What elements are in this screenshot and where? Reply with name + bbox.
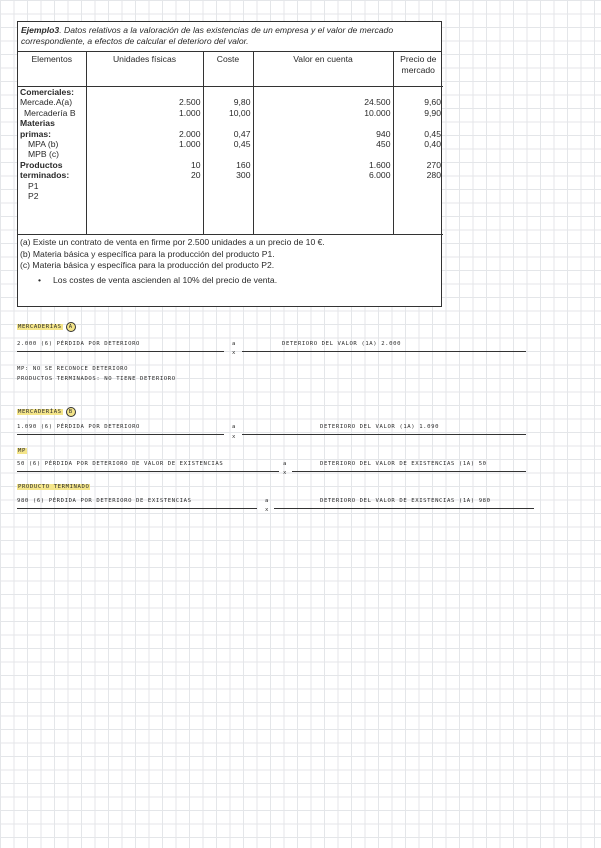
coste-cell xyxy=(206,87,251,97)
heading-producto-terminado xyxy=(17,484,90,490)
coste-cell: 0,45 xyxy=(233,138,251,149)
unidades-cell xyxy=(89,191,201,201)
entry2-a: a xyxy=(232,424,236,430)
precio-cell xyxy=(396,191,442,201)
valor-cell: 24.500 xyxy=(364,97,391,108)
valor-cell xyxy=(256,87,391,97)
note-mp: MP: NO SE RECONOCE DETERIORO xyxy=(17,366,129,372)
entry2-debit: 1.090 (6) PÉRDIDA POR DETERIORO xyxy=(17,424,140,430)
entry3-debit-line xyxy=(17,471,279,472)
entry1-credit-line xyxy=(242,351,526,352)
title-text: . Datos relativos a la valoración de las existencias de un empresa y el valor de mercado correspondiente, a efectos de calcular el deterioro del valor. xyxy=(21,25,394,46)
unidades-cell: 20 xyxy=(190,170,201,181)
entry1-debit-line xyxy=(17,351,224,352)
header-cell: Coste xyxy=(203,52,253,87)
elemento-cell: Comerciales: xyxy=(20,87,74,97)
precio-cell: 280 xyxy=(426,170,441,181)
entry2-credit: DETERIORO DEL VALOR (1A) 1.090 xyxy=(320,424,440,430)
coste-cell xyxy=(206,118,251,128)
entry4-credit: DETERIORO DEL VALOR DE EXISTENCIAS (1A) 980 xyxy=(320,498,491,504)
valor-cell: 1.600 xyxy=(368,159,391,170)
title-bold: Ejemplo3 xyxy=(21,25,60,35)
note-productos: PRODUCTOS TERMINADOS: NO TIENE DETERIORO xyxy=(17,376,176,382)
entry3-credit: DETERIORO DEL VALOR DE EXISTENCIAS (1A) 50 xyxy=(320,461,487,467)
unidades-cell: 2.500 xyxy=(178,97,201,108)
unidades-cell: 2.000 xyxy=(178,128,201,139)
entry1-debit: 2.000 (6) PÉRDIDA POR DETERIORO xyxy=(17,341,140,347)
entry4-x: x xyxy=(265,507,269,513)
valor-cell xyxy=(256,191,391,201)
table-body-row xyxy=(18,87,443,235)
entry1-a: a xyxy=(232,341,236,347)
valor-cell: 10.000 xyxy=(364,107,391,118)
unidades-cell xyxy=(89,149,201,159)
unidades-column xyxy=(86,87,203,235)
precio-cell xyxy=(396,87,442,97)
coste-cell: 10,00 xyxy=(228,107,251,118)
elemento-cell: MPA (b) xyxy=(28,138,59,149)
elemento-cell: Mercadería B xyxy=(24,107,76,118)
note-a: (a) Existe un contrato de venta en firme por 2.500 unidades a un precio de 10 €. xyxy=(20,237,325,247)
table-header-row xyxy=(18,52,443,87)
header-cell: Precio de mercado xyxy=(393,52,443,87)
entry2-credit-line xyxy=(242,434,526,435)
entry4-debit-line xyxy=(17,508,257,509)
valor-cell xyxy=(256,181,391,191)
unidades-cell xyxy=(89,118,201,128)
badge-circle: B xyxy=(66,407,76,417)
valor-cell: 940 xyxy=(376,128,391,139)
heading-text: MERCADERÍAS xyxy=(18,409,62,415)
heading-text: MP xyxy=(18,448,26,454)
exercise-sheet xyxy=(17,21,442,307)
precio-cell: 270 xyxy=(426,159,441,170)
header-cell: Unidades físicas xyxy=(86,52,203,87)
header-cell: Valor en cuenta xyxy=(253,52,393,87)
bullet-costs: • Los costes de venta ascienden al 10% del precio de venta. xyxy=(20,275,439,287)
heading-mp xyxy=(17,448,27,454)
elementos-column xyxy=(18,87,86,235)
heading-text: MERCADERÍAS xyxy=(18,324,62,330)
elemento-cell: Mercade.A(a) xyxy=(20,97,73,108)
unidades-cell xyxy=(89,181,201,191)
valor-cell: 6.000 xyxy=(368,170,391,181)
entry3-a: a xyxy=(283,461,287,467)
coste-cell: 160 xyxy=(236,159,251,170)
entry4-debit: 980 (6) PÉRDIDA POR DETERIORO DE EXISTENCIAS xyxy=(17,498,192,504)
elemento-cell: P2 xyxy=(28,190,39,201)
elemento-cell: MPB (c) xyxy=(28,149,60,160)
unidades-cell: 1.000 xyxy=(178,138,201,149)
valor-cell xyxy=(256,118,391,128)
note-c: (c) Materia básica y específica para la producción del producto P2. xyxy=(20,260,275,270)
heading-text: PRODUCTO TERMINADO xyxy=(18,484,90,490)
entry2-debit-line xyxy=(17,434,224,435)
elemento-cell: P1 xyxy=(28,180,39,191)
coste-cell: 300 xyxy=(236,170,251,181)
elemento-cell: Materias xyxy=(20,118,55,129)
valor-cell: 450 xyxy=(376,138,391,149)
unidades-cell: 1.000 xyxy=(178,107,201,118)
precio-cell xyxy=(396,181,442,191)
entry2-x: x xyxy=(232,434,236,440)
notes-block xyxy=(18,235,441,288)
badge-circle: A xyxy=(66,322,76,332)
elemento-cell: Productos xyxy=(20,159,63,170)
entry4-a: a xyxy=(265,498,269,504)
entry4-credit-line xyxy=(274,508,534,509)
precio-cell xyxy=(396,118,442,128)
coste-cell xyxy=(206,149,251,159)
entry3-x: x xyxy=(283,470,287,476)
entry3-credit-line xyxy=(292,471,526,472)
precio-column xyxy=(393,87,443,235)
elemento-cell: terminados: xyxy=(20,170,70,181)
coste-cell xyxy=(206,181,251,191)
entry1-x: x xyxy=(232,350,236,356)
precio-cell xyxy=(396,149,442,159)
elemento-cell: primas: xyxy=(20,128,52,139)
precio-cell: 0,45 xyxy=(424,128,441,139)
coste-cell: 9,80 xyxy=(233,97,251,108)
coste-cell: 0,47 xyxy=(233,128,251,139)
valor-column xyxy=(253,87,393,235)
coste-column xyxy=(203,87,253,235)
exercise-title xyxy=(18,22,441,52)
header-cell: Elementos xyxy=(18,52,86,87)
precio-cell: 9,60 xyxy=(424,97,441,108)
precio-cell: 0,40 xyxy=(424,138,441,149)
valor-cell xyxy=(256,149,391,159)
unidades-cell: 10 xyxy=(190,159,201,170)
unidades-cell xyxy=(89,87,201,97)
coste-cell xyxy=(206,191,251,201)
note-b: (b) Materia básica y específica para la producción del producto P1. xyxy=(20,248,275,259)
inventory-table xyxy=(18,52,443,235)
entry1-credit: DETERIORO DEL VALOR (1A) 2.000 xyxy=(282,341,402,347)
heading-mercaderias-a xyxy=(17,322,76,332)
precio-cell: 9,90 xyxy=(424,107,441,118)
heading-mercaderias-b xyxy=(17,407,76,417)
entry3-debit: 50 (6) PÉRDIDA POR DETERIORO DE VALOR DE EXISTENCIAS xyxy=(17,461,224,467)
